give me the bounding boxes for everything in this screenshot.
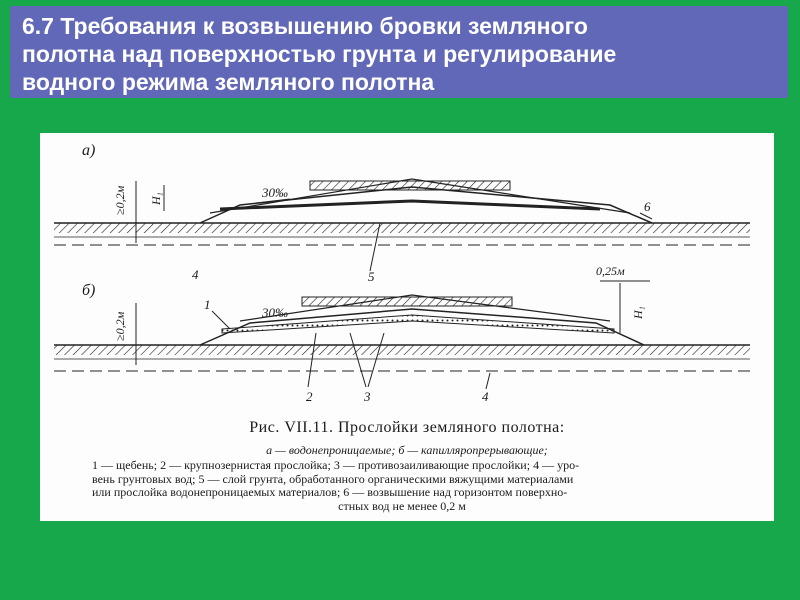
figure-caption-line-1: 1 — щебень; 2 — крупнозернистая прослойка; 3 — противозаиливающие прослойки; 4 — уро- xyxy=(92,458,580,472)
diagram-a-pavement xyxy=(310,181,510,190)
diagram-b-callout-4-leader xyxy=(486,373,490,389)
diagram-b-pavement xyxy=(302,297,512,306)
diagram-b-callout-3: 3 xyxy=(364,389,371,404)
figure-caption-line-4: стных вод не менее 0,2 м xyxy=(338,498,466,513)
diagram-a-callout-6: 6 xyxy=(644,199,651,214)
diagram-b-callout-1-leader xyxy=(212,311,230,329)
diagram-a-dimension-left: ≥0,2м xyxy=(113,185,127,215)
diagram-a-height-label: H₁ xyxy=(149,192,163,205)
slide-title-line-1: 6.7 Требования к возвышению бровки земляного xyxy=(22,13,588,39)
diagram-b-callout-2: 2 xyxy=(306,389,313,404)
diagram-b-callout-3-leader-b xyxy=(368,333,384,387)
diagram-b-label: б) xyxy=(82,282,96,299)
diagram-a-slope-label: 30‰ xyxy=(262,185,288,200)
diagram-a-ground xyxy=(54,223,750,233)
figure-caption-line-3: или прослойка водонепроницаемых материалов; 6 — возвышение над горизонтом поверхно- xyxy=(92,485,568,499)
diagram-b xyxy=(54,264,750,404)
diagram-b-ground xyxy=(54,345,750,355)
diagram-b-dimension-left: ≥0,2м xyxy=(113,311,127,341)
slide-title-line-3: водного режима земляного полотна xyxy=(22,69,435,95)
diagram-a xyxy=(54,142,750,284)
figure-caption-title: Рис. VII.11. Прослойки земляного полотна: xyxy=(249,419,565,436)
figure-panel xyxy=(40,133,774,521)
diagram-b-callout-3-leader-a xyxy=(350,333,366,387)
figure-caption-line-2: вень грунтовых вод; 5 — слой грунта, обработанного органическими вяжущими материалами xyxy=(92,471,574,486)
figure-caption-body xyxy=(92,459,772,513)
diagram-a-label: а) xyxy=(82,142,96,159)
diagram-b-callout-4: 4 xyxy=(482,389,489,404)
diagram-b-height-label: H₁ xyxy=(631,306,645,319)
diagram-b-callout-2-leader xyxy=(308,333,316,387)
diagram-a-callout-4: 4 xyxy=(192,267,199,282)
figure-caption-subtitle: а — водонепроницаемые; б — капилляропрерывающие; xyxy=(266,443,548,457)
diagram-b-dimension-top: 0,25м xyxy=(596,264,625,278)
embankment-diagrams xyxy=(40,133,774,423)
diagram-a-callout-5: 5 xyxy=(368,269,375,284)
slide-title-box xyxy=(10,6,788,98)
slide-title-line-2: полотна над поверхностью грунта и регулирование xyxy=(22,41,617,67)
diagram-b-callout-1: 1 xyxy=(204,297,211,312)
diagram-b-slope-label: 30‰ xyxy=(262,305,288,320)
